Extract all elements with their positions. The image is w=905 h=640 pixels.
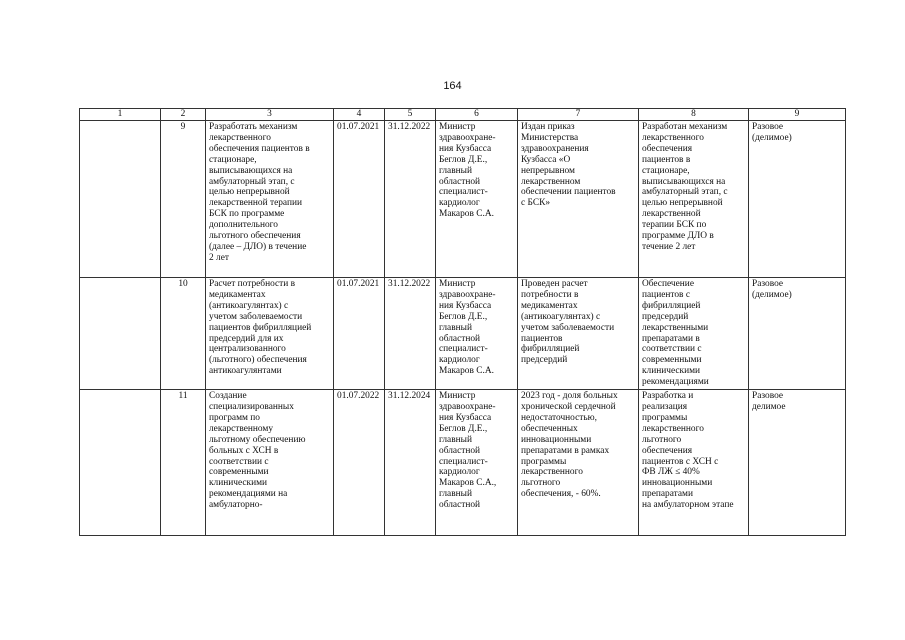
cell-item-number: 10 — [161, 278, 206, 390]
table-row — [80, 278, 846, 390]
cell-outcome: Обеспечение пациентов с фибрилляцией предсердий лекарственными препаратами в соответствии с современными клиническими рекомендациями — [639, 278, 749, 390]
cell-item-number: 11 — [161, 390, 206, 536]
cell-outcome: Разработка и реализация программы лекарственного льготного обеспечения пациентов с ХСН с ФВ ЛЖ ≤ 40% инновационными препаратами на амбулаторном этапе — [639, 390, 749, 536]
cell-empty — [80, 121, 161, 278]
column-header: 9 — [749, 109, 846, 121]
cell-responsible: Министр здравоохране- ния Кузбасса Беглов Д.Е., главный областной специалист- кардиолог Макаров С.А. — [436, 278, 518, 390]
column-header: 2 — [161, 109, 206, 121]
cell-measure: Расчет потребности в медикаментах (антикоагулянтах) с учетом заболеваемости пациентов фибрилляцией предсердий для их централизованного (льготного) обеспечения антикоагулянтами — [206, 278, 334, 390]
column-header: 5 — [385, 109, 436, 121]
column-header: 8 — [639, 109, 749, 121]
table-row — [80, 121, 846, 278]
cell-result: Издан приказ Министерства здравоохранения Кузбасса «О непрерывном лекарственном обеспечении пациентов с БСК» — [518, 121, 639, 278]
cell-type: Разовое делимое — [749, 390, 846, 536]
column-header: 6 — [436, 109, 518, 121]
cell-outcome: Разработан механизм лекарственного обеспечения пациентов в стационаре, выписывающихся на амбулаторный этап, с целью непрерывной лекарственной терапии БСК по программе ДЛО в течение 2 лет — [639, 121, 749, 278]
cell-empty — [80, 278, 161, 390]
cell-type: Разовое (делимое) — [749, 278, 846, 390]
cell-measure: Разработать механизм лекарственного обеспечения пациентов в стационаре, выписывающихся на амбулаторный этап, с целью непрерывной лекарственной терапии БСК по программе дополнительного льготного обеспечения (далее – ДЛО) в течение 2 лет — [206, 121, 334, 278]
cell-start-date: 01.07.2021 — [334, 278, 385, 390]
cell-start-date: 01.07.2022 — [334, 390, 385, 536]
cell-type: Разовое (делимое) — [749, 121, 846, 278]
cell-result: 2023 год - доля больных хронической сердечной недостаточностью, обеспеченных инновационными препаратами в рамках программы лекарственного льготного обеспечения, - 60%. — [518, 390, 639, 536]
cell-start-date: 01.07.2021 — [334, 121, 385, 278]
cell-end-date: 31.12.2024 — [385, 390, 436, 536]
table-row — [80, 390, 846, 536]
cell-result: Проведен расчет потребности в медикаментах (антикоагулянтах) с учетом заболеваемости пациентов фибрилляцией предсердий — [518, 278, 639, 390]
table-header-row — [80, 109, 846, 121]
cell-empty — [80, 390, 161, 536]
column-header: 4 — [334, 109, 385, 121]
cell-end-date: 31.12.2022 — [385, 121, 436, 278]
column-header: 1 — [80, 109, 161, 121]
cell-end-date: 31.12.2022 — [385, 278, 436, 390]
column-header: 3 — [206, 109, 334, 121]
cell-item-number: 9 — [161, 121, 206, 278]
cell-measure: Создание специализированных программ по лекарственному льготному обеспечению больных с ХСН в соответствии с современными клиническими рекомендациями на амбулаторно- — [206, 390, 334, 536]
cell-responsible: Министр здравоохране- ния Кузбасса Беглов Д.Е., главный областной специалист- кардиолог Макаров С.А. — [436, 121, 518, 278]
page-number: 164 — [443, 80, 462, 92]
column-header: 7 — [518, 109, 639, 121]
measures-table — [79, 108, 846, 536]
cell-responsible: Министр здравоохране- ния Кузбасса Беглов Д.Е., главный областной специалист- кардиолог Макаров С.А., главный областной — [436, 390, 518, 536]
